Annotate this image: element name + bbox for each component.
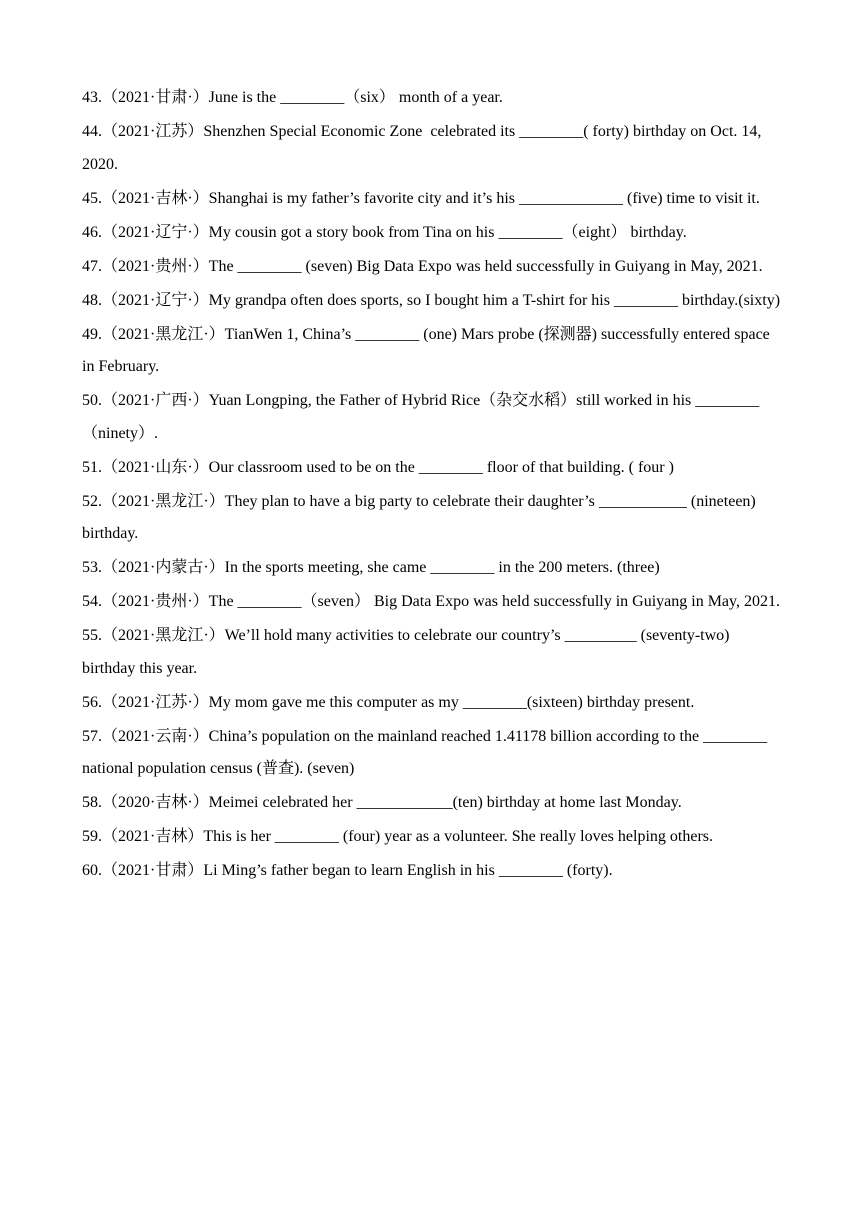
question-text: The ________（seven） Big Data Expo was held successfully in Guiyang in May, 2021.	[208, 593, 780, 610]
question-number: 44.	[82, 123, 102, 140]
question-number: 53.	[82, 559, 102, 576]
question-number: 51.	[82, 458, 102, 476]
question-number: 60.	[82, 862, 102, 879]
question-item	[82, 486, 782, 551]
question-source: （2021·辽宁·）	[102, 223, 209, 241]
question-source: （2021·广西·）	[102, 392, 209, 409]
question-item	[82, 217, 782, 250]
question-source: （2021·吉林·）	[102, 189, 209, 207]
question-text: The ________ (seven) Big Data Expo was held successfully in Guiyang in May, 2021.	[208, 257, 763, 275]
question-number: 52.	[82, 492, 102, 510]
question-source: （2021·云南·）	[102, 727, 209, 745]
question-item	[82, 251, 782, 284]
question-source: （2021·贵州·）	[102, 593, 209, 610]
question-number: 43.	[82, 89, 102, 106]
question-item	[82, 116, 782, 181]
question-item	[82, 855, 782, 888]
question-item	[82, 687, 782, 720]
question-text: China’s population on the mainland reached 1.41178 billion according to the ________ national population census (普查). (seven)	[82, 727, 772, 777]
question-number: 45.	[82, 189, 102, 207]
question-text: Our classroom used to be on the ________ floor of that building. ( four )	[208, 458, 674, 476]
question-text: My mom gave me this computer as my ________(sixteen) birthday present.	[208, 693, 695, 711]
question-item	[82, 787, 782, 820]
question-item	[82, 552, 782, 585]
question-source: （2021·吉林）	[102, 828, 204, 845]
question-text: My cousin got a story book from Tina on his ________（eight） birthday.	[208, 223, 687, 241]
question-item	[82, 821, 782, 854]
question-item	[82, 82, 782, 115]
question-number: 56.	[82, 693, 102, 711]
question-text: Li Ming’s father began to learn English in his ________ (forty).	[203, 862, 613, 879]
question-item	[82, 452, 782, 485]
question-source: （2021·甘肃·）	[102, 89, 209, 106]
question-text: We’ll hold many activities to celebrate our country’s _________ (seventy-two) birthday this year.	[82, 627, 734, 677]
question-source: （2021·贵州·）	[102, 257, 209, 275]
question-source: （2021·内蒙古·）	[102, 559, 225, 576]
question-source: （2021·甘肃）	[102, 862, 204, 879]
question-source: （2021·黑龙江·）	[102, 627, 225, 644]
question-text: This is her ________ (four) year as a volunteer. She really loves helping others.	[203, 828, 713, 845]
question-item	[82, 385, 782, 450]
question-number: 46.	[82, 223, 102, 241]
question-number: 54.	[82, 593, 102, 610]
question-text: TianWen 1, China’s ________ (one) Mars probe (探测器) successfully entered space in February.	[82, 325, 774, 375]
question-source: （2021·江苏）	[102, 123, 204, 140]
question-text: They plan to have a big party to celebrate their daughter’s ___________ (nineteen) birthday.	[82, 492, 760, 542]
question-source: （2020·吉林·）	[102, 794, 209, 811]
question-item	[82, 721, 782, 786]
question-item	[82, 620, 782, 685]
question-source: （2021·江苏·）	[102, 693, 209, 711]
question-text: Yuan Longping, the Father of Hybrid Rice（杂交水稻）still worked in his ________（ninety）.	[82, 392, 760, 442]
question-number: 49.	[82, 325, 102, 343]
question-item	[82, 285, 782, 318]
question-source: （2021·黑龙江·）	[102, 325, 225, 343]
question-number: 48.	[82, 291, 102, 309]
question-text: Shanghai is my father’s favorite city and it’s his _____________ (five) time to visit it.	[208, 189, 760, 207]
question-source: （2021·山东·）	[102, 458, 209, 476]
question-number: 50.	[82, 392, 102, 409]
question-number: 47.	[82, 257, 102, 275]
question-source: （2021·辽宁·）	[102, 291, 209, 309]
question-text: Shenzhen Special Economic Zone celebrated its ________( forty) birthday on Oct. 14, 2020.	[82, 123, 766, 173]
question-text: June is the ________（six） month of a year.	[208, 89, 503, 106]
question-source: （2021·黑龙江·）	[102, 492, 225, 510]
question-text: In the sports meeting, she came ________ in the 200 meters. (three)	[224, 559, 660, 576]
question-number: 58.	[82, 794, 102, 811]
question-text: Meimei celebrated her ____________(ten) birthday at home last Monday.	[208, 794, 682, 811]
question-text: My grandpa often does sports, so I bought him a T-shirt for his ________ birthday.(sixty)	[208, 291, 781, 309]
question-item	[82, 319, 782, 384]
question-number: 55.	[82, 627, 102, 644]
question-item	[82, 586, 782, 619]
question-list	[82, 82, 782, 889]
question-number: 57.	[82, 727, 102, 745]
question-number: 59.	[82, 828, 102, 845]
question-item	[82, 183, 782, 216]
